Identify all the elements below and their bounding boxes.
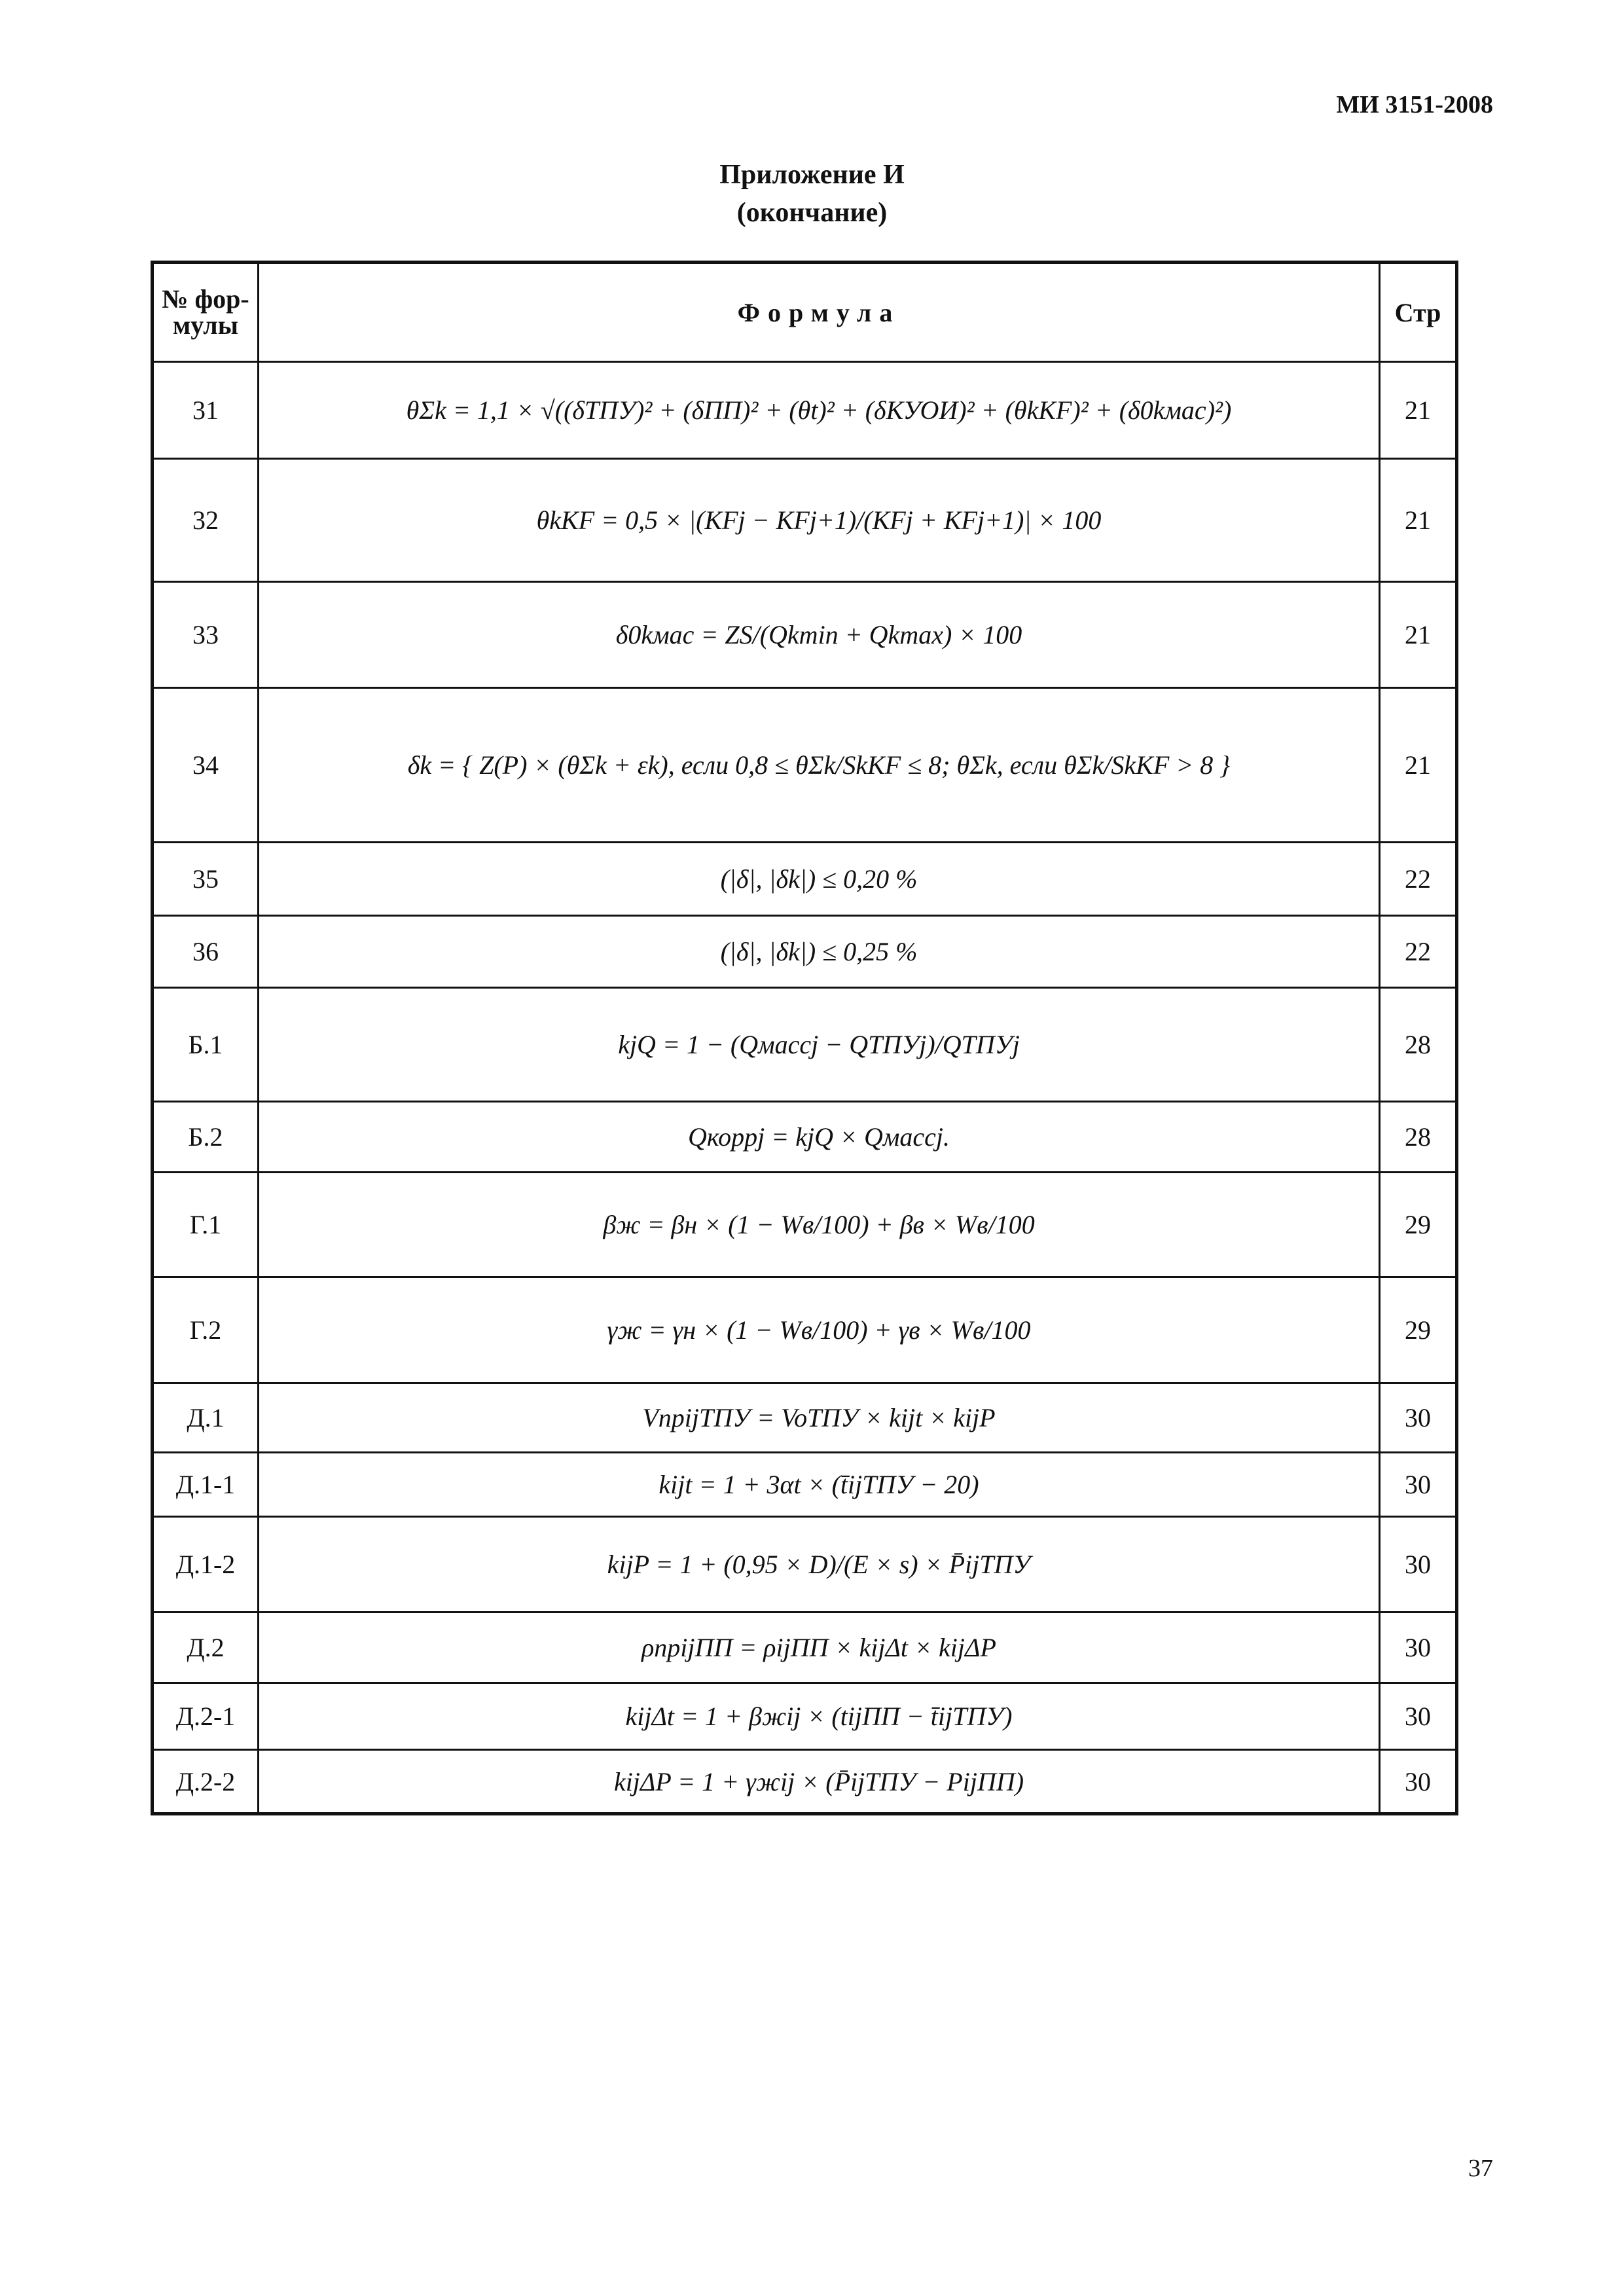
column-header-number: № фор- мулы: [153, 263, 259, 362]
table-row: [153, 1750, 1457, 1814]
page-number: 37: [1468, 2155, 1493, 2182]
formula-text: kijP = 1 + (0,95 × D)/(E × s) × P̄ijТПУ: [259, 1517, 1380, 1613]
table-row: [153, 362, 1457, 459]
formula-page: 30: [1380, 1383, 1457, 1453]
formula-page: 22: [1380, 916, 1457, 988]
formula-page: 21: [1380, 688, 1457, 843]
formula-text: kjQ = 1 − (Qмассj − QТПУj)/QТПУj: [259, 988, 1380, 1102]
formula-page: 21: [1380, 459, 1457, 582]
formula-text: θkKF = 0,5 × |(KFj − KFj+1)/(KFj + KFj+1)| × 100: [259, 459, 1380, 582]
table-row: [153, 688, 1457, 843]
formula-text: θΣk = 1,1 × √((δТПУ)² + (δПП)² + (θt)² + (δКУОИ)² + (θkKF)² + (δ0kмас)²): [259, 362, 1380, 459]
formula-number: 33: [153, 582, 259, 688]
formula-text: γж = γн × (1 − Wв/100) + γв × Wв/100: [259, 1277, 1380, 1383]
appendix-heading: [0, 156, 1624, 232]
formula-number: 34: [153, 688, 259, 843]
column-header-formula: Формула: [259, 263, 1380, 362]
formula-table: [151, 261, 1458, 1815]
table-row: [153, 916, 1457, 988]
table-row: [153, 1683, 1457, 1750]
formula-number: Б.1: [153, 988, 259, 1102]
formula-page: 30: [1380, 1683, 1457, 1750]
table-row: [153, 1277, 1457, 1383]
formula-number: 36: [153, 916, 259, 988]
formula-text: (|δ|, |δk|) ≤ 0,25 %: [259, 916, 1380, 988]
formula-text: δ0kмас = ZS/(Qkmin + Qkmax) × 100: [259, 582, 1380, 688]
formula-number: Д.1-2: [153, 1517, 259, 1613]
formula-page: 30: [1380, 1613, 1457, 1683]
table-row: [153, 843, 1457, 916]
formula-page: 30: [1380, 1453, 1457, 1517]
formula-text: ρпрijПП = ρijПП × kijΔt × kijΔP: [259, 1613, 1380, 1683]
formula-number: Д.1-1: [153, 1453, 259, 1517]
formula-number: Д.2-2: [153, 1750, 259, 1814]
table-row: [153, 582, 1457, 688]
formula-text: kijΔt = 1 + βжij × (tijПП − t̄ijТПУ): [259, 1683, 1380, 1750]
table-row: [153, 988, 1457, 1102]
formula-page: 30: [1380, 1517, 1457, 1613]
document-code: МИ 3151-2008: [1336, 91, 1493, 118]
formula-text: βж = βн × (1 − Wв/100) + βв × Wв/100: [259, 1173, 1380, 1277]
table-row: [153, 1173, 1457, 1277]
formula-text: kijt = 1 + 3αt × (t̄ijТПУ − 20): [259, 1453, 1380, 1517]
formula-text: Qкоррj = kjQ × Qмассj.: [259, 1102, 1380, 1173]
formula-page: 30: [1380, 1750, 1457, 1814]
formula-number: 31: [153, 362, 259, 459]
column-header-page: Стр: [1380, 263, 1457, 362]
formula-number: Д.2-1: [153, 1683, 259, 1750]
formula-page: 22: [1380, 843, 1457, 916]
formula-text: δk = { Z(P) × (θΣk + εk), если 0,8 ≤ θΣk/SkKF ≤ 8; θΣk, если θΣk/SkKF > 8 }: [259, 688, 1380, 843]
formula-page: 28: [1380, 988, 1457, 1102]
table-row: [153, 1453, 1457, 1517]
formula-page: 21: [1380, 582, 1457, 688]
formula-number: Г.1: [153, 1173, 259, 1277]
formula-page: 29: [1380, 1277, 1457, 1383]
formula-number: Г.2: [153, 1277, 259, 1383]
formula-page: 28: [1380, 1102, 1457, 1173]
table-row: [153, 1613, 1457, 1683]
formula-text: kijΔP = 1 + γжij × (P̄ijТПУ − PijПП): [259, 1750, 1380, 1814]
formula-number: Д.2: [153, 1613, 259, 1683]
formula-number: Д.1: [153, 1383, 259, 1453]
table-row: [153, 459, 1457, 582]
formula-number: 32: [153, 459, 259, 582]
formula-number: Б.2: [153, 1102, 259, 1173]
formula-number: 35: [153, 843, 259, 916]
formula-page: 29: [1380, 1173, 1457, 1277]
formula-text: VпрijТПУ = VoТПУ × kijt × kijP: [259, 1383, 1380, 1453]
appendix-subtitle: (окончание): [736, 198, 888, 228]
formula-text: (|δ|, |δk|) ≤ 0,20 %: [259, 843, 1380, 916]
table-row: [153, 1383, 1457, 1453]
table-row: [153, 1517, 1457, 1613]
table-header-row: [153, 263, 1457, 362]
formula-page: 21: [1380, 362, 1457, 459]
table-row: [153, 1102, 1457, 1173]
appendix-title: Приложение И: [719, 160, 905, 190]
